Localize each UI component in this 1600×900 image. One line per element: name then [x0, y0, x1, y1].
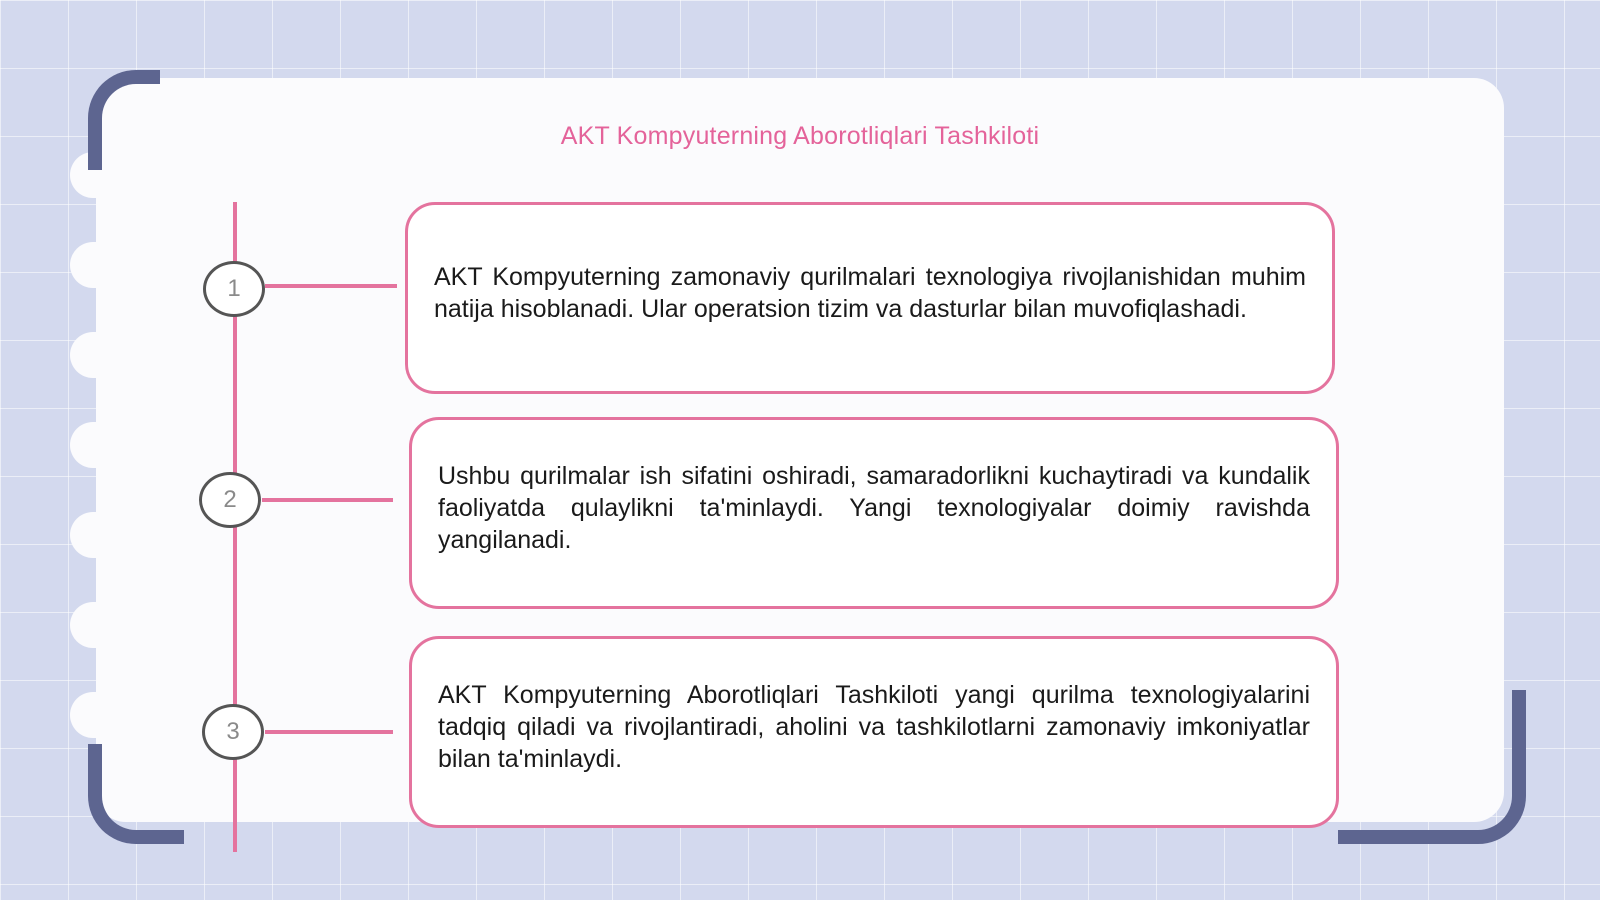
corner-bracket-top-left [88, 70, 160, 170]
card-scallop [70, 692, 126, 738]
step-number-1: 1 [203, 261, 265, 317]
card-scallop [70, 332, 126, 378]
card-scallop [70, 242, 126, 288]
card-scallop [70, 512, 126, 558]
step-box-2 [409, 417, 1339, 609]
corner-bracket-bottom-right [1338, 690, 1526, 844]
step-text-3: AKT Kompyuterning Aborotliqlari Tashkiloti yangi qurilma texnologiyalarini tadqiq qiladi va rivojlantiradi, aholini va tashkilotlarni zamonaviy imkoniyatlar bilan ta'minlaydi. [438, 681, 1310, 773]
step-box-1 [405, 202, 1335, 394]
slide-title: AKT Kompyuterning Aborotliqlari Tashkiloti [560, 122, 1040, 150]
step-number-3: 3 [202, 704, 264, 760]
step-number-2: 2 [199, 472, 261, 528]
card-scallop [70, 602, 126, 648]
card-scallop [70, 422, 126, 468]
step-text-2: Ushbu qurilmalar ish sifatini oshiradi, samaradorlikni kuchaytiradi va kundalik faoliyatda qulaylikni ta'minlaydi. Yangi texnologiyalar doimiy ravishda yangilanadi. [438, 462, 1310, 554]
step-connector [265, 284, 397, 288]
corner-bracket-bottom-left [88, 744, 184, 844]
step-box-3 [409, 636, 1339, 828]
step-connector [262, 498, 393, 502]
step-connector [265, 730, 393, 734]
step-text-1: AKT Kompyuterning zamonaviy qurilmalari texnologiya rivojlanishidan muhim natija hisoblanadi. Ular operatsion tizim va dasturlar bilan muvofiqlashadi. [434, 263, 1306, 323]
